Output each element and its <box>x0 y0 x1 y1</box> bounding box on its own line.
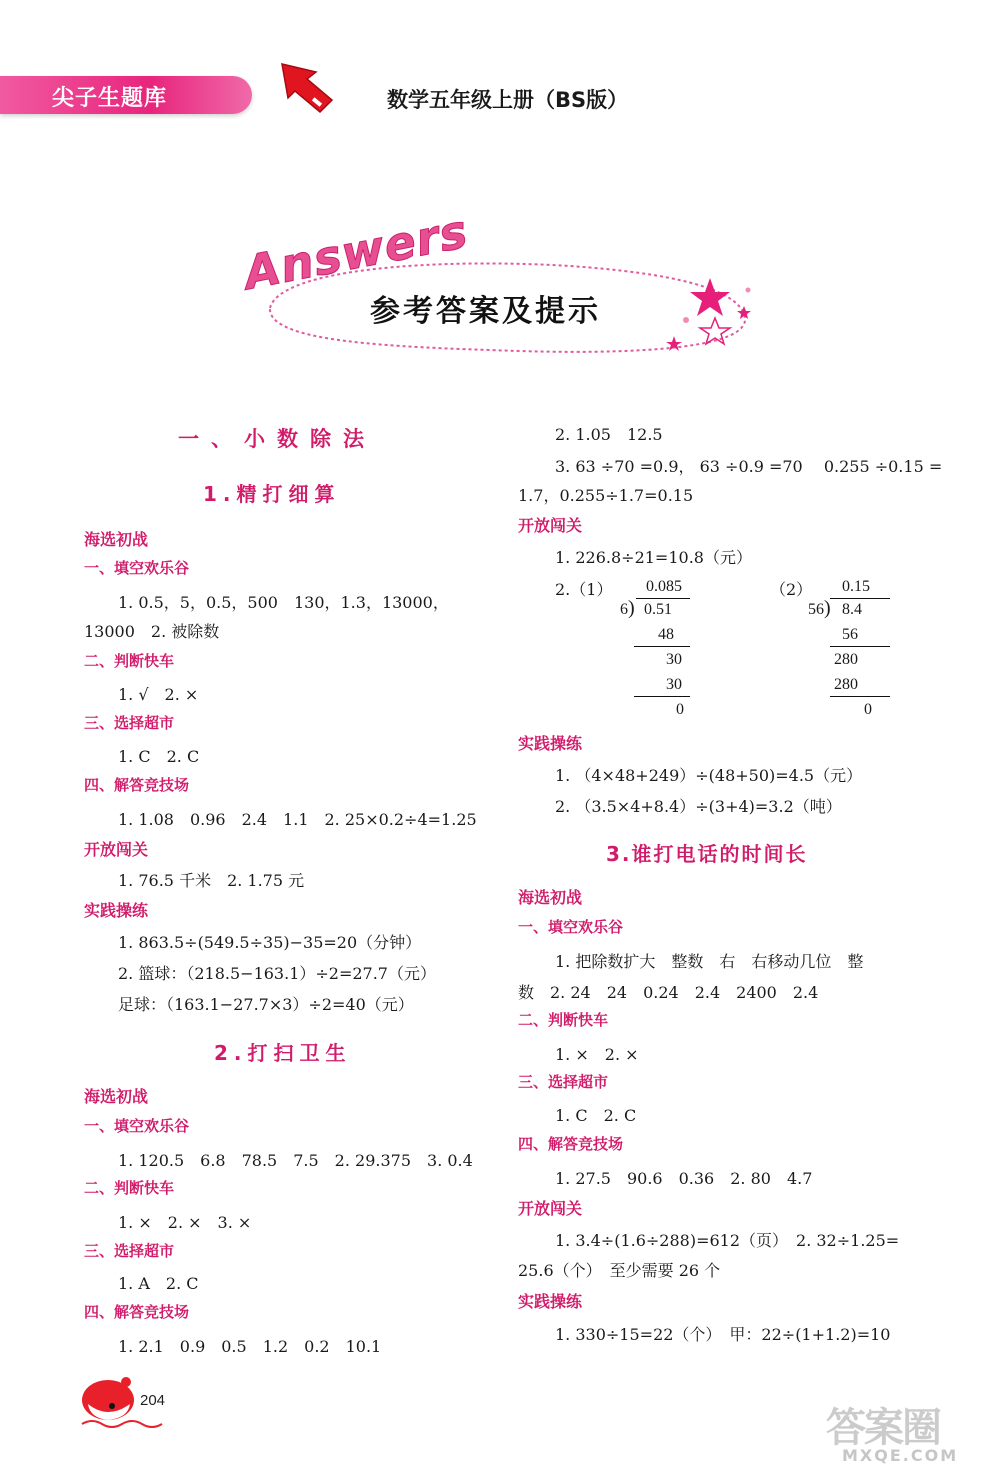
subsection-heading: 三、选择超市 <box>84 714 175 732</box>
subsection-heading: 四、解答竞技场 <box>84 776 190 794</box>
subsection-heading: 二、判断快车 <box>518 1011 609 1029</box>
answer-line: 1. √ 2. × <box>118 685 199 704</box>
answer-line: 1. 330÷15=22（个） 甲：22÷(1+1.2)=10 <box>555 1325 891 1344</box>
division-bar <box>830 598 890 599</box>
step: 30 <box>666 676 682 693</box>
subsection-heading: 一、填空欢乐谷 <box>84 1117 190 1135</box>
division-bracket: ) <box>824 597 831 619</box>
division-rule <box>634 646 690 647</box>
answer-line: 1. 1.08 0.96 2.4 1.1 2. 25×0.2÷4=1.25 <box>118 810 477 829</box>
subsection-heading: 三、选择超市 <box>518 1073 609 1091</box>
subsection-heading: 四、解答竞技场 <box>84 1303 190 1321</box>
subsection-heading: 一、填空欢乐谷 <box>84 559 190 577</box>
quotient: 0.15 <box>842 578 870 595</box>
answer-line: 1. C 2. C <box>118 747 200 766</box>
division-rule <box>830 696 890 697</box>
answer-line: 1. 863.5÷(549.5÷35)−35=20（分钟） <box>118 933 422 952</box>
answer-line: 1. 2.1 0.9 0.5 1.2 0.2 10.1 <box>118 1337 382 1356</box>
section-heading: 开放闯关 <box>84 840 149 859</box>
step: 280 <box>834 651 858 668</box>
division-label-1: 2.（1） <box>555 580 613 599</box>
watermark-url: MXQE.COM <box>842 1446 959 1465</box>
step: 0 <box>676 701 684 718</box>
quotient: 0.085 <box>646 578 682 595</box>
divisor: 6 <box>620 601 628 618</box>
answer-line: 1. A 2. C <box>118 1274 199 1293</box>
answer-line: 1. 把除数扩大 整数 右 右移动几位 整 <box>555 952 864 971</box>
section-heading: 海选初战 <box>84 1087 149 1106</box>
answer-line: 1. × 2. × <box>555 1045 639 1064</box>
section-heading: 海选初战 <box>518 888 583 907</box>
long-division-1 <box>600 574 710 724</box>
section-heading: 开放闯关 <box>518 1199 583 1218</box>
division-bar <box>636 598 690 599</box>
answer-line: 1. 226.8÷21=10.8（元） <box>555 548 752 567</box>
lesson-1-title: 1.精打细算 <box>203 482 341 506</box>
answer-line: 2. 篮球：（218.5−163.1）÷2=27.7（元） <box>118 964 436 983</box>
step: 280 <box>834 676 858 693</box>
subsection-heading: 三、选择超市 <box>84 1242 175 1260</box>
dividend: 8.4 <box>842 601 862 618</box>
dividend: 0.51 <box>644 601 672 618</box>
series-title: 尖子生题库 <box>52 86 168 111</box>
section-heading: 海选初战 <box>84 530 149 549</box>
answer-line: 13000 2. 被除数 <box>84 622 220 641</box>
answer-line: 足球：（163.1−27.7×3）÷2=40（元） <box>118 995 414 1014</box>
page-number: 204 <box>140 1392 166 1409</box>
book-title: 数学五年级上册（BS版） <box>387 88 629 112</box>
section-heading: 实践操练 <box>84 901 149 920</box>
answer-line: 1. × 2. × 3. × <box>118 1213 252 1232</box>
subsection-heading: 二、判断快车 <box>84 1179 175 1197</box>
section-heading: 实践操练 <box>518 1292 583 1311</box>
division-bracket: ) <box>628 597 635 619</box>
section-heading: 开放闯关 <box>518 516 583 535</box>
section-heading: 实践操练 <box>518 734 583 753</box>
answers-title: 参考答案及提示 <box>370 294 601 329</box>
answer-line: 1. C 2. C <box>555 1106 637 1125</box>
lesson-3-title: 3.谁打电话的时间长 <box>606 842 808 866</box>
division-rule <box>830 646 890 647</box>
star-decoration-icon <box>660 270 760 360</box>
answer-line: 数 2. 24 24 0.24 2.4 2400 2.4 <box>518 983 819 1002</box>
subsection-heading: 二、判断快车 <box>84 652 175 670</box>
subsection-heading: 四、解答竞技场 <box>518 1135 624 1153</box>
division-label-2: （2） <box>770 580 813 599</box>
step: 0 <box>864 701 872 718</box>
answers-word: Answers <box>239 203 473 300</box>
answer-line: 1.7，0.255÷1.7=0.15 <box>518 486 694 505</box>
answer-line: 1. 3.4÷(1.6÷288)=612（页） 2. 32÷1.25= <box>555 1231 900 1250</box>
answer-line: 3. 63 ÷70 =0.9， 63 ÷0.9 =70 0.255 ÷0.15 = <box>555 457 943 476</box>
watermark-text: 答案圈 <box>826 1405 940 1451</box>
arrow-up-left-icon <box>276 62 336 114</box>
answer-line: 2. 1.05 12.5 <box>555 425 663 444</box>
step: 56 <box>842 626 858 643</box>
answer-line: 1. 0.5，5，0.5，500 130，1.3，13000， <box>118 593 449 612</box>
step: 48 <box>658 626 674 643</box>
subsection-heading: 一、填空欢乐谷 <box>518 918 624 936</box>
answer-line: 25.6（个） 至少需要 26 个 <box>518 1261 721 1280</box>
answer-line: 2. （3.5×4+8.4）÷(3+4)=3.2（吨） <box>555 797 842 816</box>
answer-line: 1. 120.5 6.8 78.5 7.5 2. 29.375 3. 0.4 <box>118 1151 473 1170</box>
long-division-2 <box>806 574 916 724</box>
answer-line: 1. （4×48+249）÷(48+50)=4.5（元） <box>555 766 863 785</box>
answer-line: 1. 27.5 90.6 0.36 2. 80 4.7 <box>555 1169 813 1188</box>
answer-line: 1. 76.5 千米 2. 1.75 元 <box>118 871 305 890</box>
division-rule <box>634 696 690 697</box>
chapter-title: 一、小数除法 <box>178 427 376 451</box>
divisor: 56 <box>808 601 824 618</box>
step: 30 <box>666 651 682 668</box>
lesson-2-title: 2.打扫卫生 <box>214 1041 352 1065</box>
